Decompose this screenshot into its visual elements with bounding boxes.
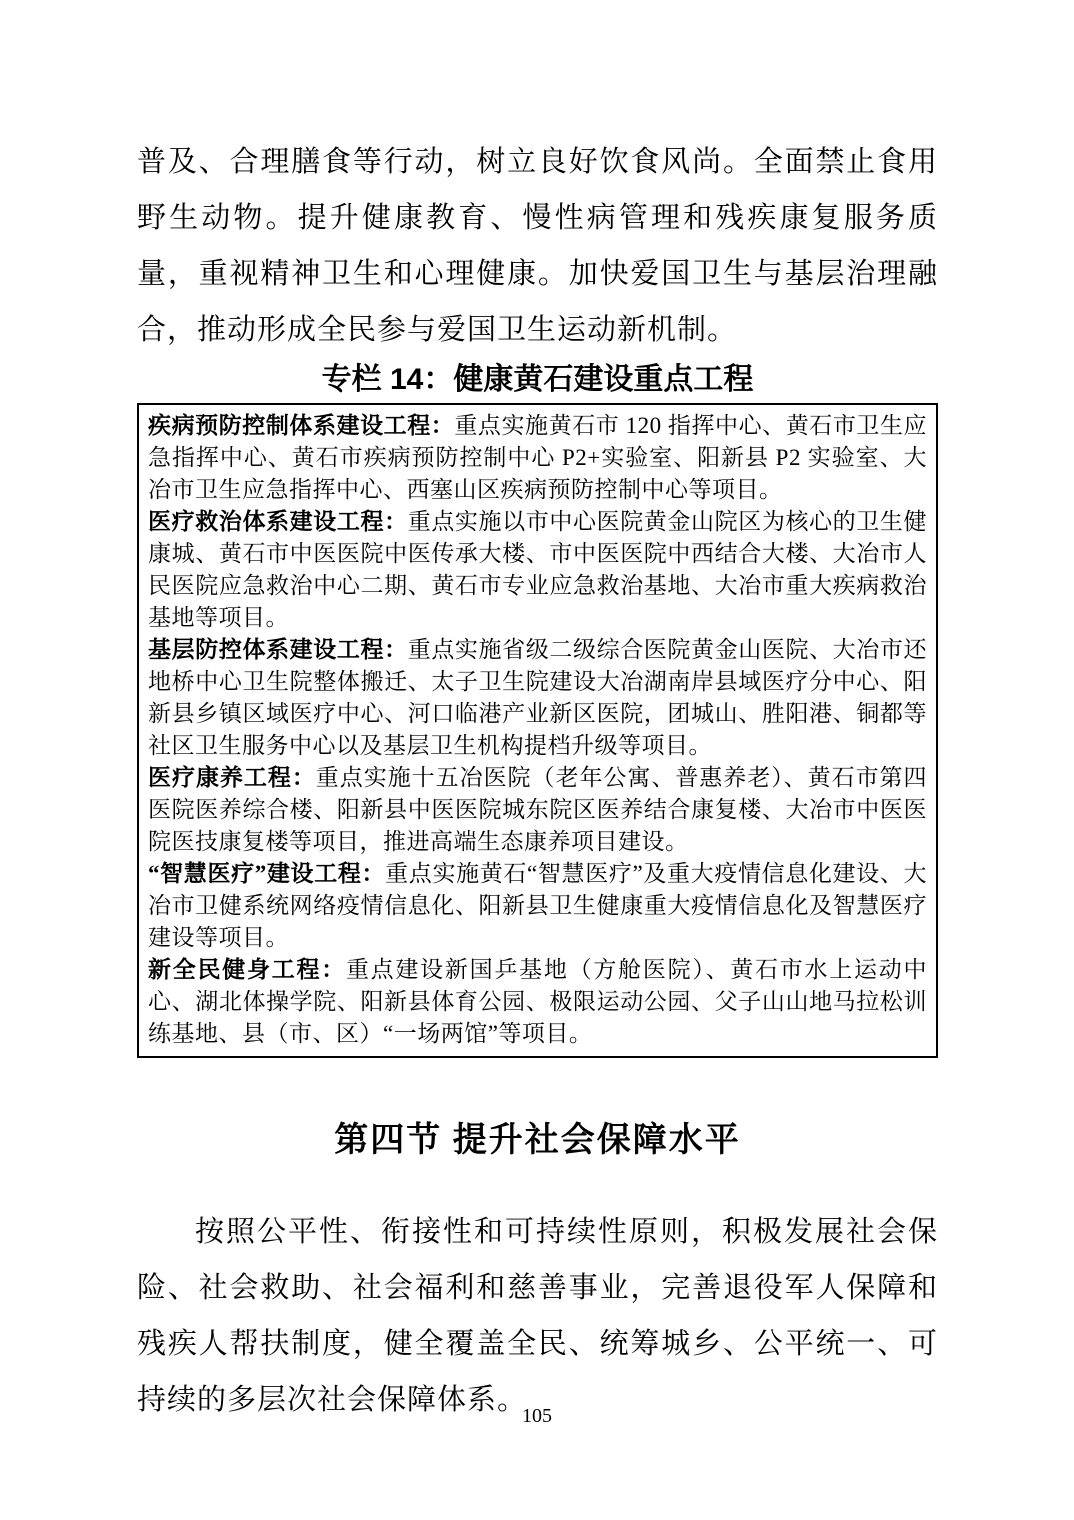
box-entry-label: 基层防控体系建设工程： [148, 637, 408, 662]
box-entry-label: 新全民健身工程： [148, 957, 346, 982]
box-entry-label: “智慧医疗”建设工程： [148, 861, 386, 886]
box-entry-label: 医疗康养工程： [148, 765, 316, 790]
box-entry-medical-treatment [148, 506, 927, 634]
intro-paragraph: 普及、合理膳食等行动，树立良好饮食风尚。全面禁止食用野生动物。提升健康教育、慢性病管理和残疾康复服务质量，重视精神卫生和心理健康。加快爱国卫生与基层治理融合，推动形成全民参与爱国卫生运动新机制。 [137, 146, 938, 346]
key-projects-box [137, 403, 938, 1058]
box-entry-national-fitness [148, 954, 927, 1050]
page-content [137, 0, 938, 1428]
box-entry-text: 重点实施十五冶医院（老年公寓、普惠养老）、黄石市第四医院医养综合楼、阳新县中医医院城东院区医养结合康复楼、大冶市中医医院医技康复楼等项目，推进高端生态康养项目建设。 [148, 765, 927, 854]
page-number: 105 [522, 1405, 552, 1427]
section-heading: 第四节 提升社会保障水平 [334, 1122, 741, 1159]
box-entry-text: 重点实施省级二级综合医院黄金山医院、大冶市还地桥中心卫生院整体搬迁、太子卫生院建设大冶湖南岸县域医疗分中心、阳新县乡镇区域医疗中心、河口临港产业新区医院，团城山、胜阳港、铜都等社区卫生服务中心以及基层卫生机构提档升级等项目。 [148, 637, 927, 758]
box-entry-disease-prevention [148, 410, 927, 506]
box-entry-text: 重点实施黄石市 120 指挥中心、黄石市卫生应急指挥中心、黄石市疾病预防控制中心 P2+实验室、阳新县 P2 实验室、大冶市卫生应急指挥中心、西塞山区疾病预防控制中心等项目。 [148, 413, 927, 502]
box-entry-smart-medical [148, 858, 927, 954]
box-entry-grassroots-control [148, 634, 927, 762]
section-paragraph: 按照公平性、衔接性和可持续性原则，积极发展社会保险、社会救助、社会福利和慈善事业，完善退役军人保障和残疾人帮扶制度，健全覆盖全民、统筹城乡、公平统一、可持续的多层次社会保障体系。 [137, 1216, 938, 1416]
box-entry-text: 重点实施黄石“智慧医疗”及重大疫情信息化建设、大冶市卫健系统网络疫情信息化、阳新县卫生健康重大疫情信息化及智慧医疗建设等项目。 [148, 861, 928, 950]
box-title: 专栏 14：健康黄石建设重点工程 [321, 363, 754, 396]
box-entry-medical-wellness [148, 762, 927, 858]
box-entry-text: 重点建设新国乒基地（方舱医院）、黄石市水上运动中心、湖北体操学院、阳新县体育公园、极限运动公园、父子山山地马拉松训练基地、县（市、区）“一场两馆”等项目。 [148, 957, 928, 1046]
box-entry-label: 疾病预防控制体系建设工程： [148, 413, 455, 438]
box-entry-text: 重点实施以市中心医院黄金山院区为核心的卫生健康城、黄石市中医医院中医传承大楼、市中医医院中西结合大楼、大冶市人民医院应急救治中心二期、黄石市专业应急救治基地、大冶市重大疾病救治基地等项目。 [148, 509, 927, 630]
box-entry-label: 医疗救治体系建设工程： [148, 509, 408, 534]
